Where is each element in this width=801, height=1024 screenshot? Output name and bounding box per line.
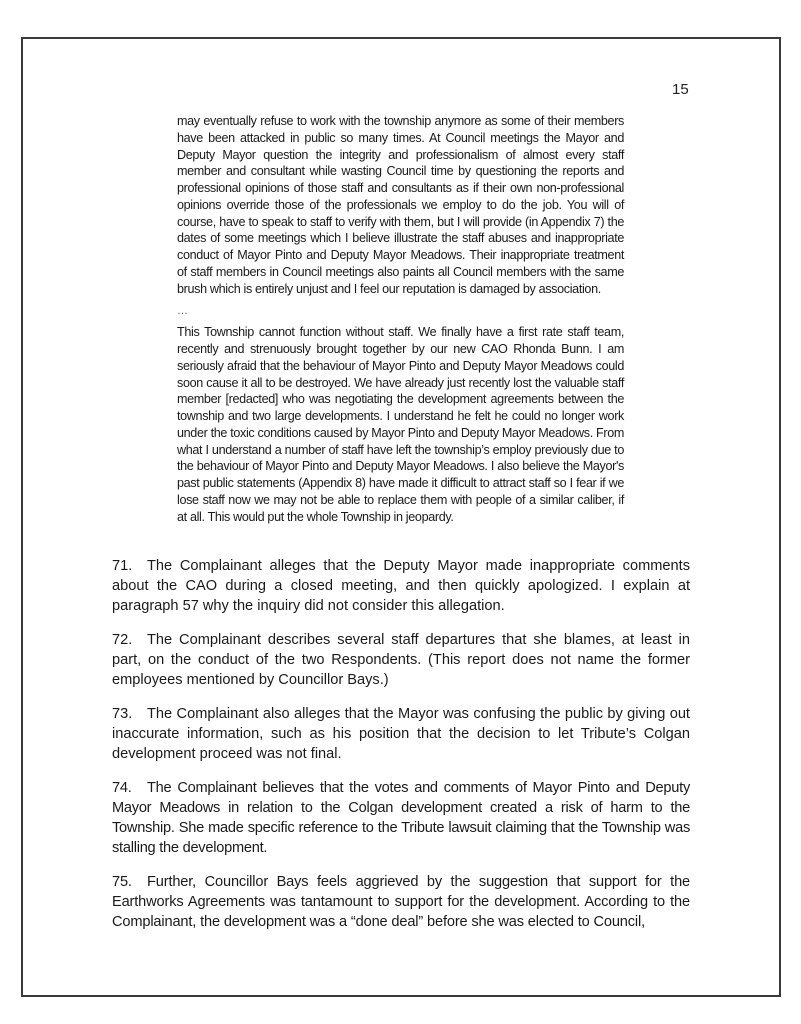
block-quote bbox=[177, 113, 624, 525]
paragraph-74 bbox=[112, 778, 690, 858]
paragraph-text: Further, Councillor Bays feels aggrieved by the suggestion that support for the Earthworks Agreements was tantamount to support for the development. According to the Complainant, the development was a “done deal” before she was elected to Council, bbox=[112, 874, 690, 930]
paragraph-number: 71. bbox=[112, 558, 133, 574]
quote-ellipsis: … bbox=[177, 305, 188, 318]
paragraph-number: 73. bbox=[112, 706, 133, 722]
paragraph-73 bbox=[112, 704, 690, 764]
paragraph-text: The Complainant alleges that the Deputy Mayor made inappropriate comments about the CAO during a closed meeting, and then quickly apologized. I explain at paragraph 57 why the inquiry did not consider this allegation. bbox=[112, 558, 690, 614]
paragraph-72 bbox=[112, 630, 690, 690]
paragraph-number: 74. bbox=[112, 780, 132, 796]
quote-paragraph-1: may eventually refuse to work with the township anymore as some of their members have been attacked in public so many times. At Council meetings the Mayor and Deputy Mayor question the integrity and professionalism of almost every staff member and consultant while wasting Council time by questioning the reports and professional opinions of those staff and consultants as if their own non-professional opinions override those of the professionals we employ to do the job. You will of course, have to speak to staff to verify with them, but I will provide (in Appendix 7) the dates of some meetings which I believe illustrate the staff abuses and inappropriate conduct of Mayor Pinto and Deputy Mayor Meadows. Their inappropriate treatment of staff members in Council meetings also paints all Council members with the same brush which is entirely unjust and I feel our reputation is damaged by association. bbox=[177, 114, 624, 296]
paragraph-75 bbox=[112, 872, 690, 932]
paragraph-71 bbox=[112, 556, 690, 616]
paragraph-number: 72. bbox=[112, 632, 133, 648]
quote-paragraph-2: This Township cannot function without staff. We finally have a first rate staff team, recently and strenuously brought together by our new CAO Rhonda Bunn. I am seriously afraid that the behaviour of Mayor Pinto and Deputy Mayor Meadows could soon cause it all to be destroyed. We have already just recently lost the valuable staff member [redacted] who was negotiating the development agreements between the township and two large developments. I understand he felt he could no longer work under the toxic conditions caused by Mayor Pinto and Deputy Mayor Meadows. From what I understand a number of staff have left the township’s employ previously due to the behaviour of Mayor Pinto and Deputy Mayor Meadows. I also believe the Mayor's past public statements (Appendix 8) have made it difficult to attract staff so I fear if we lose staff now we may not be able to replace them with people of a similar caliber, if at all. This would put the whole Township in jeopardy. bbox=[177, 325, 624, 524]
paragraph-text: The Complainant describes several staff departures that she blames, at least in part, on the conduct of the two Respondents. (This report does not name the former employees mentioned by Councillor Bays.) bbox=[112, 632, 690, 688]
paragraph-number: 75. bbox=[112, 874, 132, 890]
main-body bbox=[112, 556, 690, 946]
paragraph-text: The Complainant also alleges that the Mayor was confusing the public by giving out inaccurate information, such as his position that the decision to let Tribute’s Colgan development proceed was not final. bbox=[112, 706, 690, 762]
page-number: 15 bbox=[672, 81, 689, 98]
paragraph-text: The Complainant believes that the votes and comments of Mayor Pinto and Deputy Mayor Meadows in relation to the Colgan development created a risk of harm to the Township. She made specific reference to the Tribute lawsuit claiming that the Township was stalling the development. bbox=[112, 780, 690, 856]
